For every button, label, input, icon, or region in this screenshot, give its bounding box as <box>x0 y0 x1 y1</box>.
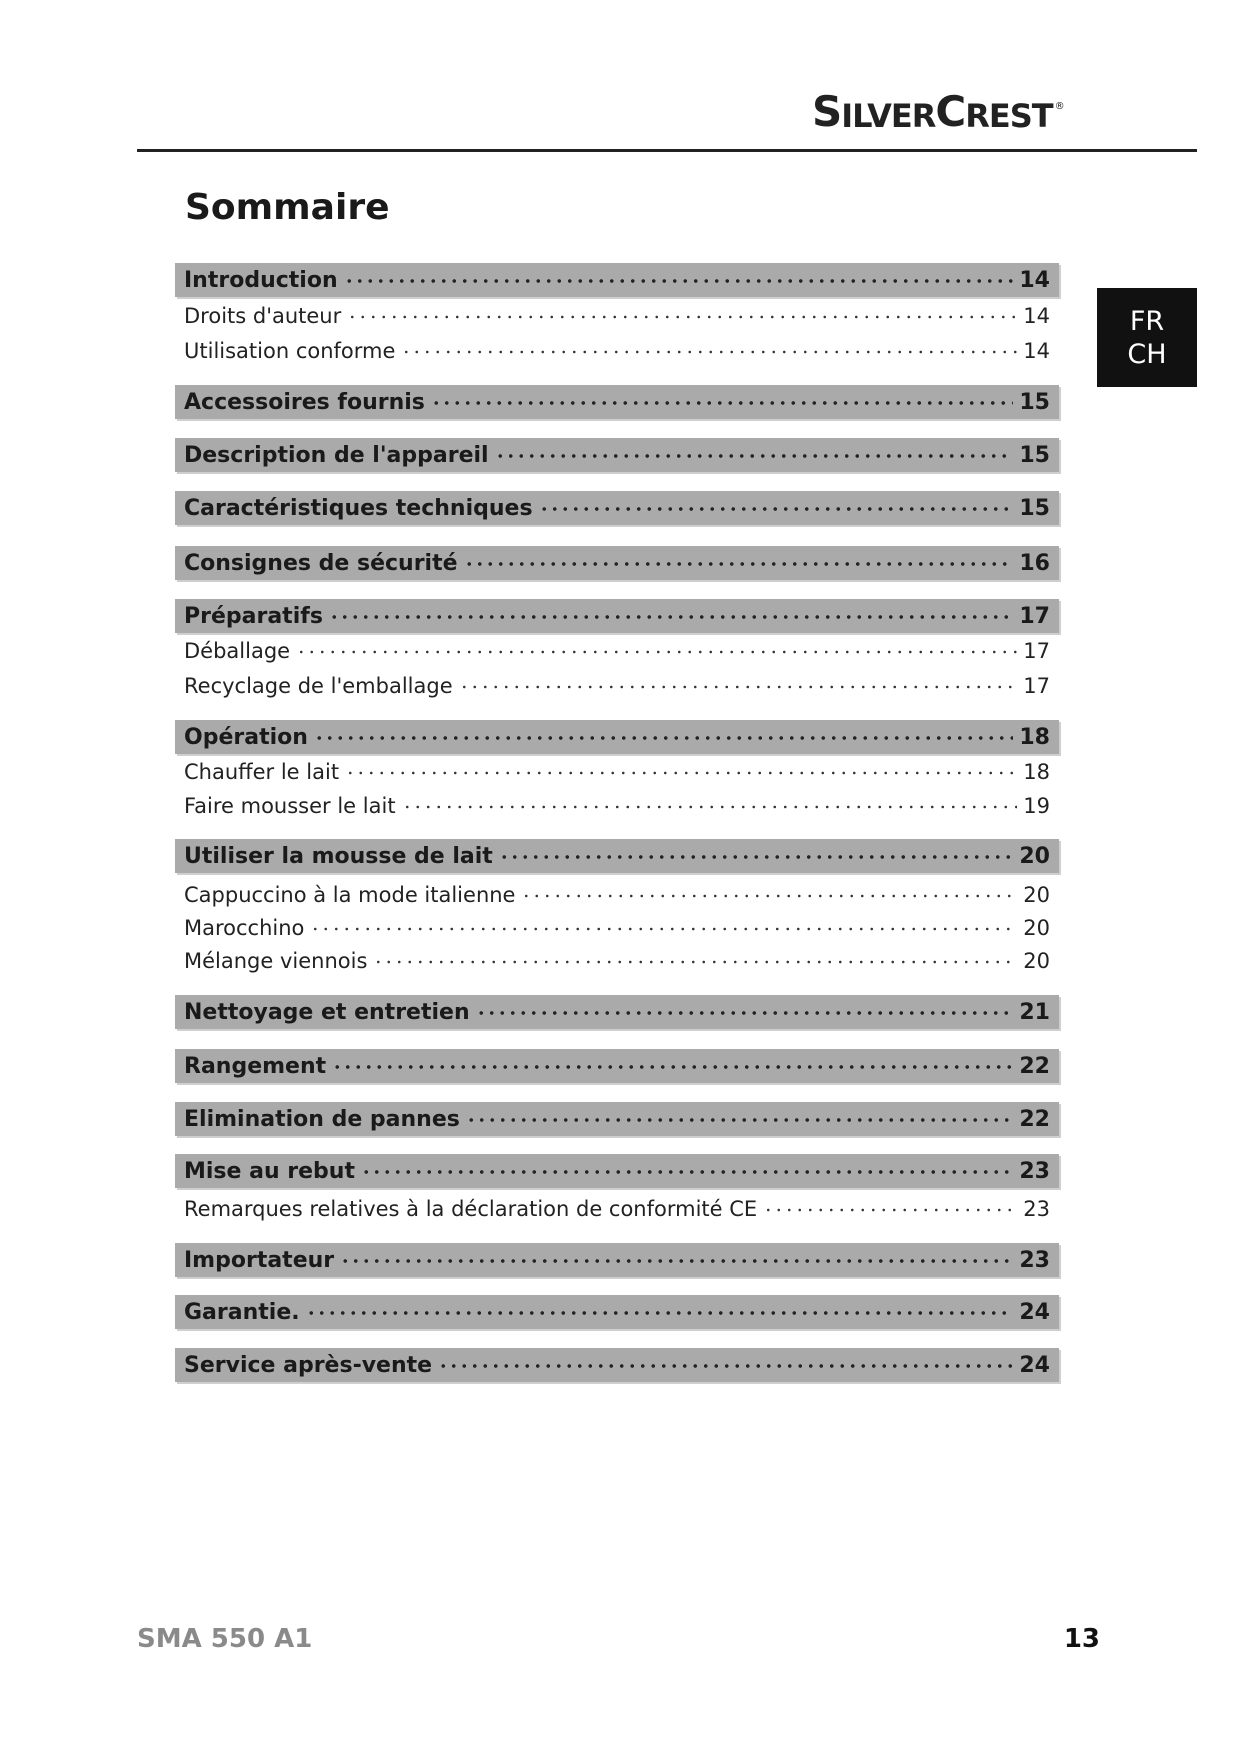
footer-model-number: SMA 550 A1 <box>137 1624 313 1654</box>
dot-leader <box>296 644 1017 660</box>
toc-entry-label: Chauffer le lait <box>184 760 340 784</box>
toc-entry-label: Importateur <box>184 1247 335 1273</box>
dot-leader <box>340 1253 1013 1269</box>
toc-entry-page: 22 <box>1019 1053 1050 1079</box>
toc-entry[interactable] <box>175 1154 1059 1188</box>
toc-entry[interactable] <box>175 1243 1059 1277</box>
toc-subentry[interactable] <box>175 946 1059 976</box>
toc-entry-page: 23 <box>1023 1197 1050 1221</box>
dot-leader <box>495 448 1014 464</box>
toc-entry-page: 20 <box>1023 949 1050 973</box>
toc-entry-label: Accessoires fournis <box>184 389 425 415</box>
toc-entry-label: Opération <box>184 724 308 750</box>
dot-leader <box>464 556 1014 572</box>
toc-entry-page: 14 <box>1023 304 1050 328</box>
toc-entry-label: Faire mousser le lait <box>184 794 396 818</box>
language-code: FR <box>1129 305 1165 337</box>
dot-leader <box>466 1112 1014 1128</box>
toc-subentry[interactable] <box>175 671 1059 701</box>
toc-entry-label: Introduction <box>184 267 338 293</box>
dot-leader <box>459 679 1018 695</box>
toc-entry-page: 14 <box>1023 339 1050 363</box>
toc-entry-page: 21 <box>1019 999 1050 1025</box>
toc-entry-page: 20 <box>1023 916 1050 940</box>
toc-entry-page: 23 <box>1019 1247 1050 1273</box>
toc-entry-page: 17 <box>1023 639 1050 663</box>
dot-leader <box>332 1059 1013 1075</box>
toc-entry-label: Recyclage de l'emballage <box>184 674 453 698</box>
dot-leader <box>431 395 1013 411</box>
toc-entry-label: Remarques relatives à la déclaration de conformité CE <box>184 1197 758 1221</box>
dot-leader <box>329 609 1013 625</box>
toc-entry[interactable] <box>175 385 1059 419</box>
toc-entry-label: Rangement <box>184 1053 327 1079</box>
toc-entry-label: Préparatifs <box>184 603 323 629</box>
toc-entry-page: 15 <box>1019 389 1050 415</box>
dot-leader <box>361 1164 1013 1180</box>
toc-subentry[interactable] <box>175 301 1059 331</box>
toc-entry-page: 18 <box>1019 724 1050 750</box>
registered-mark: ® <box>1054 101 1064 112</box>
toc-subentry[interactable] <box>175 1194 1059 1224</box>
dot-leader <box>499 849 1014 865</box>
brand-logo <box>812 88 1064 138</box>
toc-entry[interactable] <box>175 599 1059 633</box>
toc-entry-label: Marocchino <box>184 916 305 940</box>
toc-entry-label: Consignes de sécurité <box>184 550 458 576</box>
toc-entry[interactable] <box>175 438 1059 472</box>
toc-entry-page: 17 <box>1019 603 1050 629</box>
toc-entry-label: Elimination de pannes <box>184 1106 460 1132</box>
country-code: CH <box>1127 338 1167 370</box>
brand-letters: ILVER <box>841 97 936 135</box>
toc-entry-page: 16 <box>1019 550 1050 576</box>
header-rule <box>137 149 1197 152</box>
toc-entry[interactable] <box>175 1102 1059 1136</box>
toc-entry[interactable] <box>175 491 1059 525</box>
page-title: Sommaire <box>185 187 390 228</box>
dot-leader <box>438 1358 1013 1374</box>
toc-entry-page: 20 <box>1023 883 1050 907</box>
toc-entry-label: Droits d'auteur <box>184 304 342 328</box>
toc-entry-page: 23 <box>1019 1158 1050 1184</box>
toc-subentry[interactable] <box>175 913 1059 943</box>
toc-entry-label: Utiliser la mousse de lait <box>184 843 493 869</box>
toc-subentry[interactable] <box>175 880 1059 910</box>
toc-entry-page: 14 <box>1019 267 1050 293</box>
toc-entry[interactable] <box>175 546 1059 580</box>
toc-entry-label: Description de l'appareil <box>184 442 489 468</box>
toc-entry-page: 15 <box>1019 442 1050 468</box>
dot-leader <box>345 765 1017 781</box>
toc-entry-page: 18 <box>1023 760 1050 784</box>
toc-entry-page: 15 <box>1019 495 1050 521</box>
toc-entry-page: 22 <box>1019 1106 1050 1132</box>
brand-letters: REST <box>965 97 1053 135</box>
toc-subentry[interactable] <box>175 636 1059 666</box>
toc-entry-page: 19 <box>1023 794 1050 818</box>
toc-entry-label: Garantie. <box>184 1299 300 1325</box>
toc-subentry[interactable] <box>175 336 1059 366</box>
dot-leader <box>310 921 1017 937</box>
toc-entry[interactable] <box>175 839 1059 873</box>
toc-entry-label: Caractéristiques techniques <box>184 495 533 521</box>
language-tab <box>1097 288 1197 387</box>
dot-leader <box>306 1305 1014 1321</box>
dot-leader <box>539 501 1014 517</box>
toc-subentry[interactable] <box>175 757 1059 787</box>
toc-entry[interactable] <box>175 995 1059 1029</box>
dot-leader <box>521 888 1017 904</box>
toc-entry[interactable] <box>175 263 1059 297</box>
dot-leader <box>344 273 1014 289</box>
toc-entry[interactable] <box>175 720 1059 754</box>
toc-entry[interactable] <box>175 1049 1059 1083</box>
toc-entry-label: Mise au rebut <box>184 1158 355 1184</box>
dot-leader <box>401 344 1017 360</box>
toc-entry-label: Mélange viennois <box>184 949 368 973</box>
brand-letter: C <box>935 87 966 136</box>
dot-leader <box>763 1202 1017 1218</box>
dot-leader <box>314 730 1013 746</box>
toc-entry-label: Utilisation conforme <box>184 339 396 363</box>
toc-entry-page: 24 <box>1019 1299 1050 1325</box>
brand-letter: S <box>812 87 842 136</box>
toc-subentry[interactable] <box>175 791 1059 821</box>
dot-leader <box>402 799 1018 815</box>
toc-entry-label: Cappuccino à la mode italienne <box>184 883 516 907</box>
toc-entry-page: 20 <box>1019 843 1050 869</box>
toc-entry[interactable] <box>175 1295 1059 1329</box>
dot-leader <box>476 1005 1014 1021</box>
toc-entry-page: 17 <box>1023 674 1050 698</box>
dot-leader <box>373 954 1017 970</box>
toc-entry[interactable] <box>175 1348 1059 1382</box>
footer-page-number: 13 <box>1063 1624 1100 1654</box>
dot-leader <box>347 309 1017 325</box>
toc-entry-label: Déballage <box>184 639 291 663</box>
toc-entry-page: 24 <box>1019 1352 1050 1378</box>
toc-entry-label: Service après-vente <box>184 1352 433 1378</box>
toc-entry-label: Nettoyage et entretien <box>184 999 470 1025</box>
